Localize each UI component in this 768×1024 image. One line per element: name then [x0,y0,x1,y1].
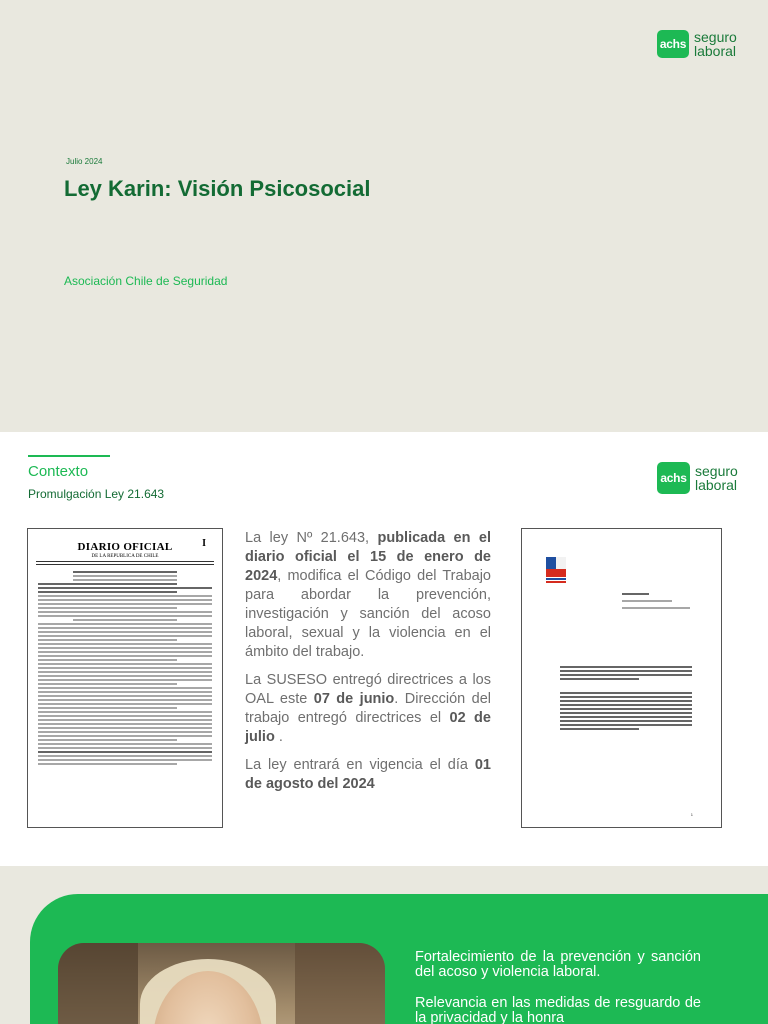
achs-logo [657,462,738,494]
suseso-circular-image [521,528,722,828]
highlights-slide [0,866,768,1024]
circular-body-lines [560,664,692,732]
diario-section-number: I [202,538,206,549]
context-paragraph-3 [245,756,491,794]
logo-line-2: laboral [695,477,738,493]
logo-line-2: laboral [694,43,737,59]
text-run-bold: 01 de agosto del 2024 [245,757,491,792]
achs-logo [657,30,737,58]
cover-organization: Asociación Chile de Seguridad [64,274,228,288]
achs-logo-text [694,30,737,58]
diario-rule [36,561,214,562]
text-run-bold: 07 de junio [313,691,395,707]
text-run: , modifica el Código del Trabajo para abordar la prevención, investigación y sanción del acoso laboral, sexual y la violencia en el ámbito del trabajo. [245,568,491,660]
diario-text-lines [28,567,222,769]
achs-logo-text [695,464,738,492]
diario-subhead: DE LA REPUBLICA DE CHILE [91,554,159,559]
text-run: La ley entrará en vigencia el día [245,757,475,773]
achs-logo-mark: achs [657,30,689,58]
context-subtitle: Promulgación Ley 21.643 [28,487,165,501]
highlight-text-2: Relevancia en las medidas de resguardo de la privacidad y la honra [415,995,701,1024]
highlight-text-1: Fortalecimiento de la prevención y sanción del acoso y violencia laboral. [415,949,701,980]
text-run: La ley Nº 21.643, [245,530,378,546]
context-slide [0,433,768,865]
context-paragraph-1 [245,529,491,662]
title-accent-line [28,455,110,457]
text-run-bold: publicada en el diario oficial el 15 de enero de 2024 [245,530,491,584]
diario-oficial-image [27,528,223,828]
text-run: . Dirección del trabajo entregó directrices el [245,691,491,726]
logo-line-1: seguro [694,29,737,45]
cover-date: Julio 2024 [66,157,103,166]
text-run-bold: 02 de julio [245,710,491,745]
context-title: Contexto [28,463,89,480]
chile-government-emblem-icon [546,557,566,589]
cover-title: Ley Karin: Visión Psicosocial [64,176,371,201]
logo-line-1: seguro [695,463,738,479]
achs-logo-mark: achs [657,462,690,494]
context-paragraph-2 [245,671,491,747]
person-photo [58,943,385,1024]
cover-slide [0,0,768,432]
text-run: . [274,729,283,745]
diario-rule [36,564,214,565]
diario-masthead: DIARIO OFICIAL [77,541,173,553]
context-body [245,529,491,803]
circular-page-number: 1 [690,812,693,817]
text-run: La SUSESO entregó directrices a los OAL este [245,672,491,707]
circular-meta-lines [622,591,712,611]
